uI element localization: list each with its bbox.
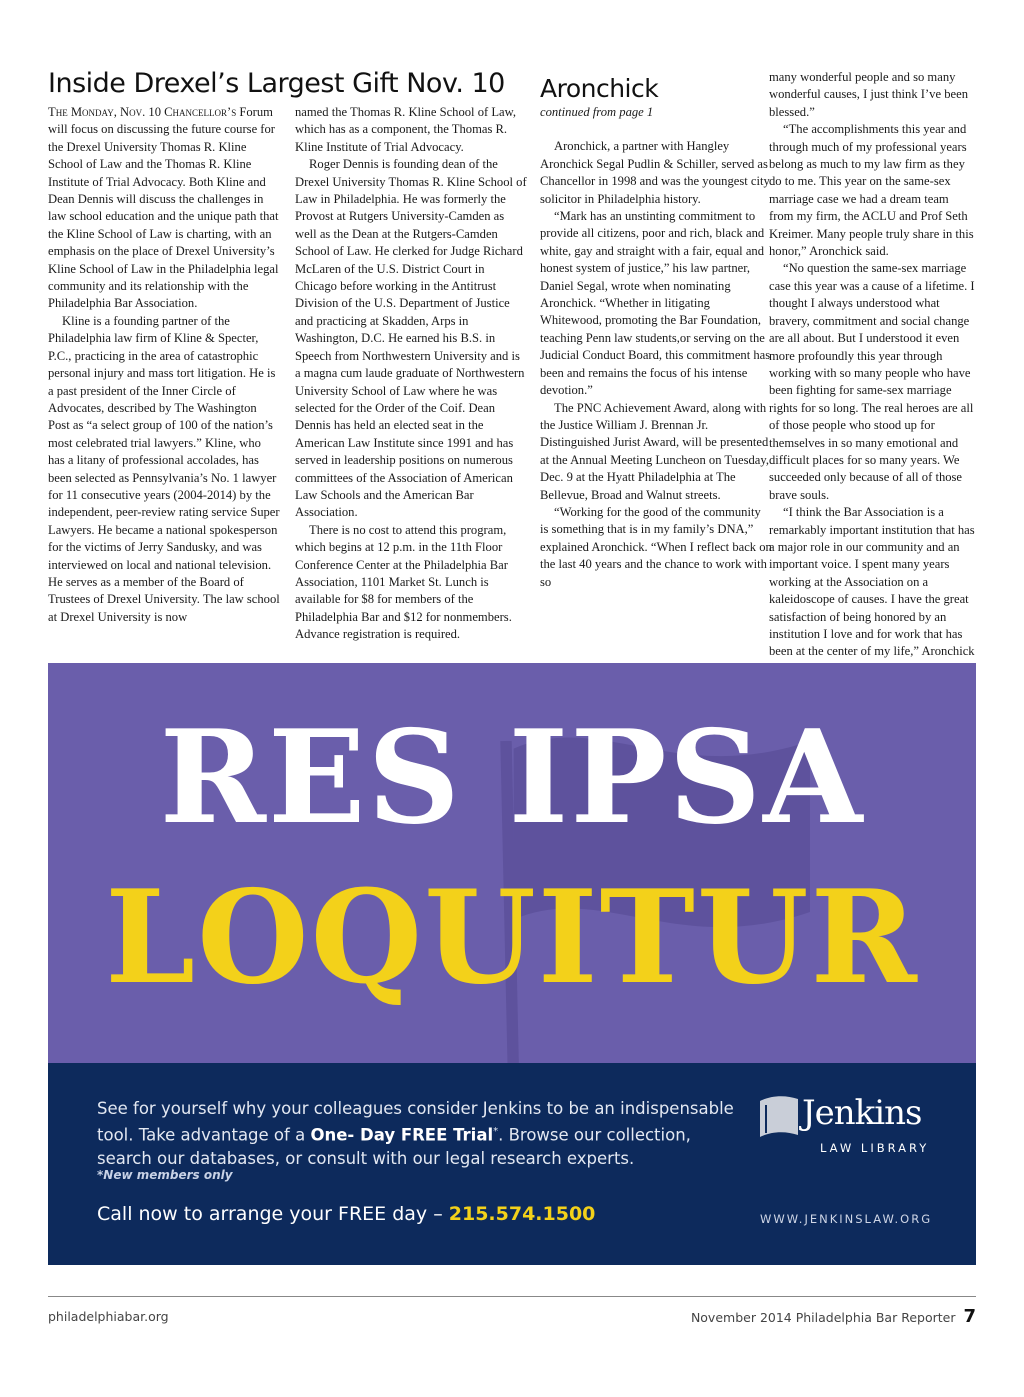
article1-column-2	[295, 104, 527, 644]
logo-name: Jenkins	[802, 1093, 922, 1133]
article1-lead-text: Forum will focus on discussing the future course for the Drexel University Thomas R. Kline School of Law and the Thomas R. Kline Institute of Trial Advocacy. Both Kline and Dean Dennis will discuss the challenges in law school education and the unique path that the Kline School of Law is charting, with an emphasis on the place of Drexel University’s Kline School of Law in the Philadelphia legal community and its relationship with the Philadelphia Bar Association.	[48, 105, 279, 311]
article2-paragraph: The PNC Achievement Award, along with the Justice William J. Brennan Jr. Distinguished Jurist Award, will be presented at the Annual Meeting Luncheon on Tuesday, Dec. 9 at the Hyatt Philadelphia at The Bellevue, Broad and Walnut streets.	[540, 400, 769, 502]
footer-issue	[691, 1306, 976, 1327]
article2-paragraph: many wonderful people and so many wonderful causes, I just think I’ve been blessed.”	[769, 70, 968, 119]
article2-paragraph: “I think the Bar Association is a remarkably important institution that has a major role in our community and an important voice. I spent many years working at the Association on a kaleidoscope of causes. I have the great satisfaction of being honored by an institution I love and for work that has been at the center of my life,” Aronchick	[769, 505, 975, 659]
ad-copy-b: . Browse our collection, search our databases, or consult with our legal research experts.	[97, 1125, 691, 1168]
ad-call-text: Call now to arrange your FREE day –	[97, 1203, 449, 1225]
page-number: 7	[963, 1306, 976, 1327]
ad-banner	[48, 663, 976, 1063]
article1-paragraph: Roger Dennis is founding dean of the Drexel University Thomas R. Kline School of Law in Philadelphia. He was formerly the Provost at Rutgers University-Camden as well as the Dean at the Rutgers-Camden School of Law. He clerked for Judge Richard McLaren of the U.S. District Court in Chicago before working in the Antitrust Division of the U.S. Department of Justice and practicing at Skadden, Arps in Washington, D.C. He earned his B.S. in Speech from Northwestern University and is a magna cum laude graduate of Northwestern University School of Law where he was selected for the Order of the Coif. Dean Dennis has held an elected seat in the American Law Institute since 1991 and has served in leadership positions on numerous committees of the Association of American Law Schools and the American Bar Association.	[295, 157, 527, 520]
article2-paragraph: “No question the same-sex marriage case this year was a cause of a lifetime. I thought I always understood what bravery, commitment and social change are all about. But I understood it even more profoundly this year through working with so many people who have been fighting for same-sex marriage rights for so long. The real heroes are all of those people who stood up for themselves in so many emotional and difficult places for so many years. We succeeded only because of all of those brave souls.	[769, 261, 975, 502]
ad-website-link[interactable]: WWW.JENKINSLAW.ORG	[760, 1212, 933, 1226]
ad-copy	[97, 1097, 737, 1170]
article2-paragraph: Aronchick, a partner with Hangley Aronchick Segal Pudlin & Schiller, served as Chancellor in 1998 and was the youngest city solicitor in Philadelphia history.	[540, 139, 770, 206]
article1-paragraph: named the Thomas R. Kline School of Law, which has as a component, the Thomas R. Kline Institute of Trial Advocacy.	[295, 105, 517, 154]
article1-paragraph: Kline is a founding partner of the Philadelphia law firm of Kline & Specter, P.C., practicing in the area of catastrophic personal injury and mass tort litigation. He is a past president of the Inner Circle of Advocates, described by The Washington Post as “a select group of 100 of the nation’s most celebrated trial lawyers.” Kline, who has a litany of professional accolades, has been selected as Pennsylvania’s No. 1 lawyer for 11 consecutive years (2004-2014) by the independent, peer-review rating service Super Lawyers. He became a national spokesperson for the victims of Jerry Sandusky, and was interviewed on local and national television. He serves as a member of the Board of Trustees of Drexel University. The law school at Drexel University is now	[48, 313, 280, 624]
article2-paragraph: “Working for the good of the community is something that is in my family’s DNA,” explained Aronchick. “When I reflect back on the last 40 years and the chance to work with so	[540, 504, 772, 589]
ad-call-to-action	[97, 1203, 595, 1225]
book-logo-icon	[758, 1093, 802, 1139]
article2-headline: Aronchick	[540, 74, 659, 103]
ad-headline-line-2: LOQUITUR	[105, 863, 919, 1013]
ad-copy-bold: One- Day FREE Trial	[310, 1125, 494, 1145]
article1-lead-caps: The Monday, Nov. 10 Chancellor’s	[48, 105, 237, 119]
footer-issue-text: November 2014 Philadelphia Bar Reporter	[690, 1310, 956, 1325]
article2-column-2	[769, 69, 976, 678]
footer-rule	[48, 1296, 976, 1297]
ad-phone-number[interactable]: 215.574.1500	[448, 1203, 596, 1225]
jenkins-advertisement[interactable]	[48, 663, 976, 1265]
ad-info-panel	[48, 1063, 976, 1265]
article2-paragraph: “The accomplishments this year and through much of my professional years belong as much to my law firm as they do to me. This year on the same-sex marriage case we had a dream team from my firm, the ACLU and Prof Seth Kreimer. Many people truly share in this honor,” Aronchick said.	[769, 122, 974, 259]
article1-paragraph: There is no cost to attend this program, which begins at 12 p.m. in the 11th Floor Conference Center at the Philadelphia Bar Association, 1101 Market St. Lunch is available for $8 for members of the Philadelphia Bar and $12 for nonmembers. Advance registration is required.	[295, 522, 512, 642]
article1-paragraph	[48, 104, 280, 313]
article1-headline: Inside Drexel’s Largest Gift Nov. 10	[48, 68, 505, 99]
ad-copy-star: *	[493, 1126, 499, 1137]
jenkins-logo	[754, 1091, 954, 1171]
article1-column-1	[48, 104, 280, 626]
continued-from-note: continued from page 1	[540, 105, 654, 119]
footer-site[interactable]: philadelphiabar.org	[48, 1309, 169, 1324]
ad-copy-a: See for yourself why your colleagues consider Jenkins to be an indispensable tool. Take advantage of a	[97, 1099, 734, 1145]
logo-subtitle: LAW LIBRARY	[820, 1141, 930, 1155]
article2-column-1	[540, 104, 772, 591]
ad-headline-line-1: RES IPSA	[159, 703, 865, 853]
article2-paragraph: “Mark has an unstinting commitment to provide all citizens, poor and rich, black and white, gay and straight with a fair, equal and honest system of justice,” his law partner, Daniel Segal, wrote when nominating Aronchick. “Whether in litigating Whitewood, promoting the Bar Foundation, teaching Penn law students,or serving on the Judicial Conduct Board, this commitment has been and remains the focus of his intense devotion.”	[540, 209, 771, 398]
ad-footnote: *New members only	[97, 1168, 233, 1182]
